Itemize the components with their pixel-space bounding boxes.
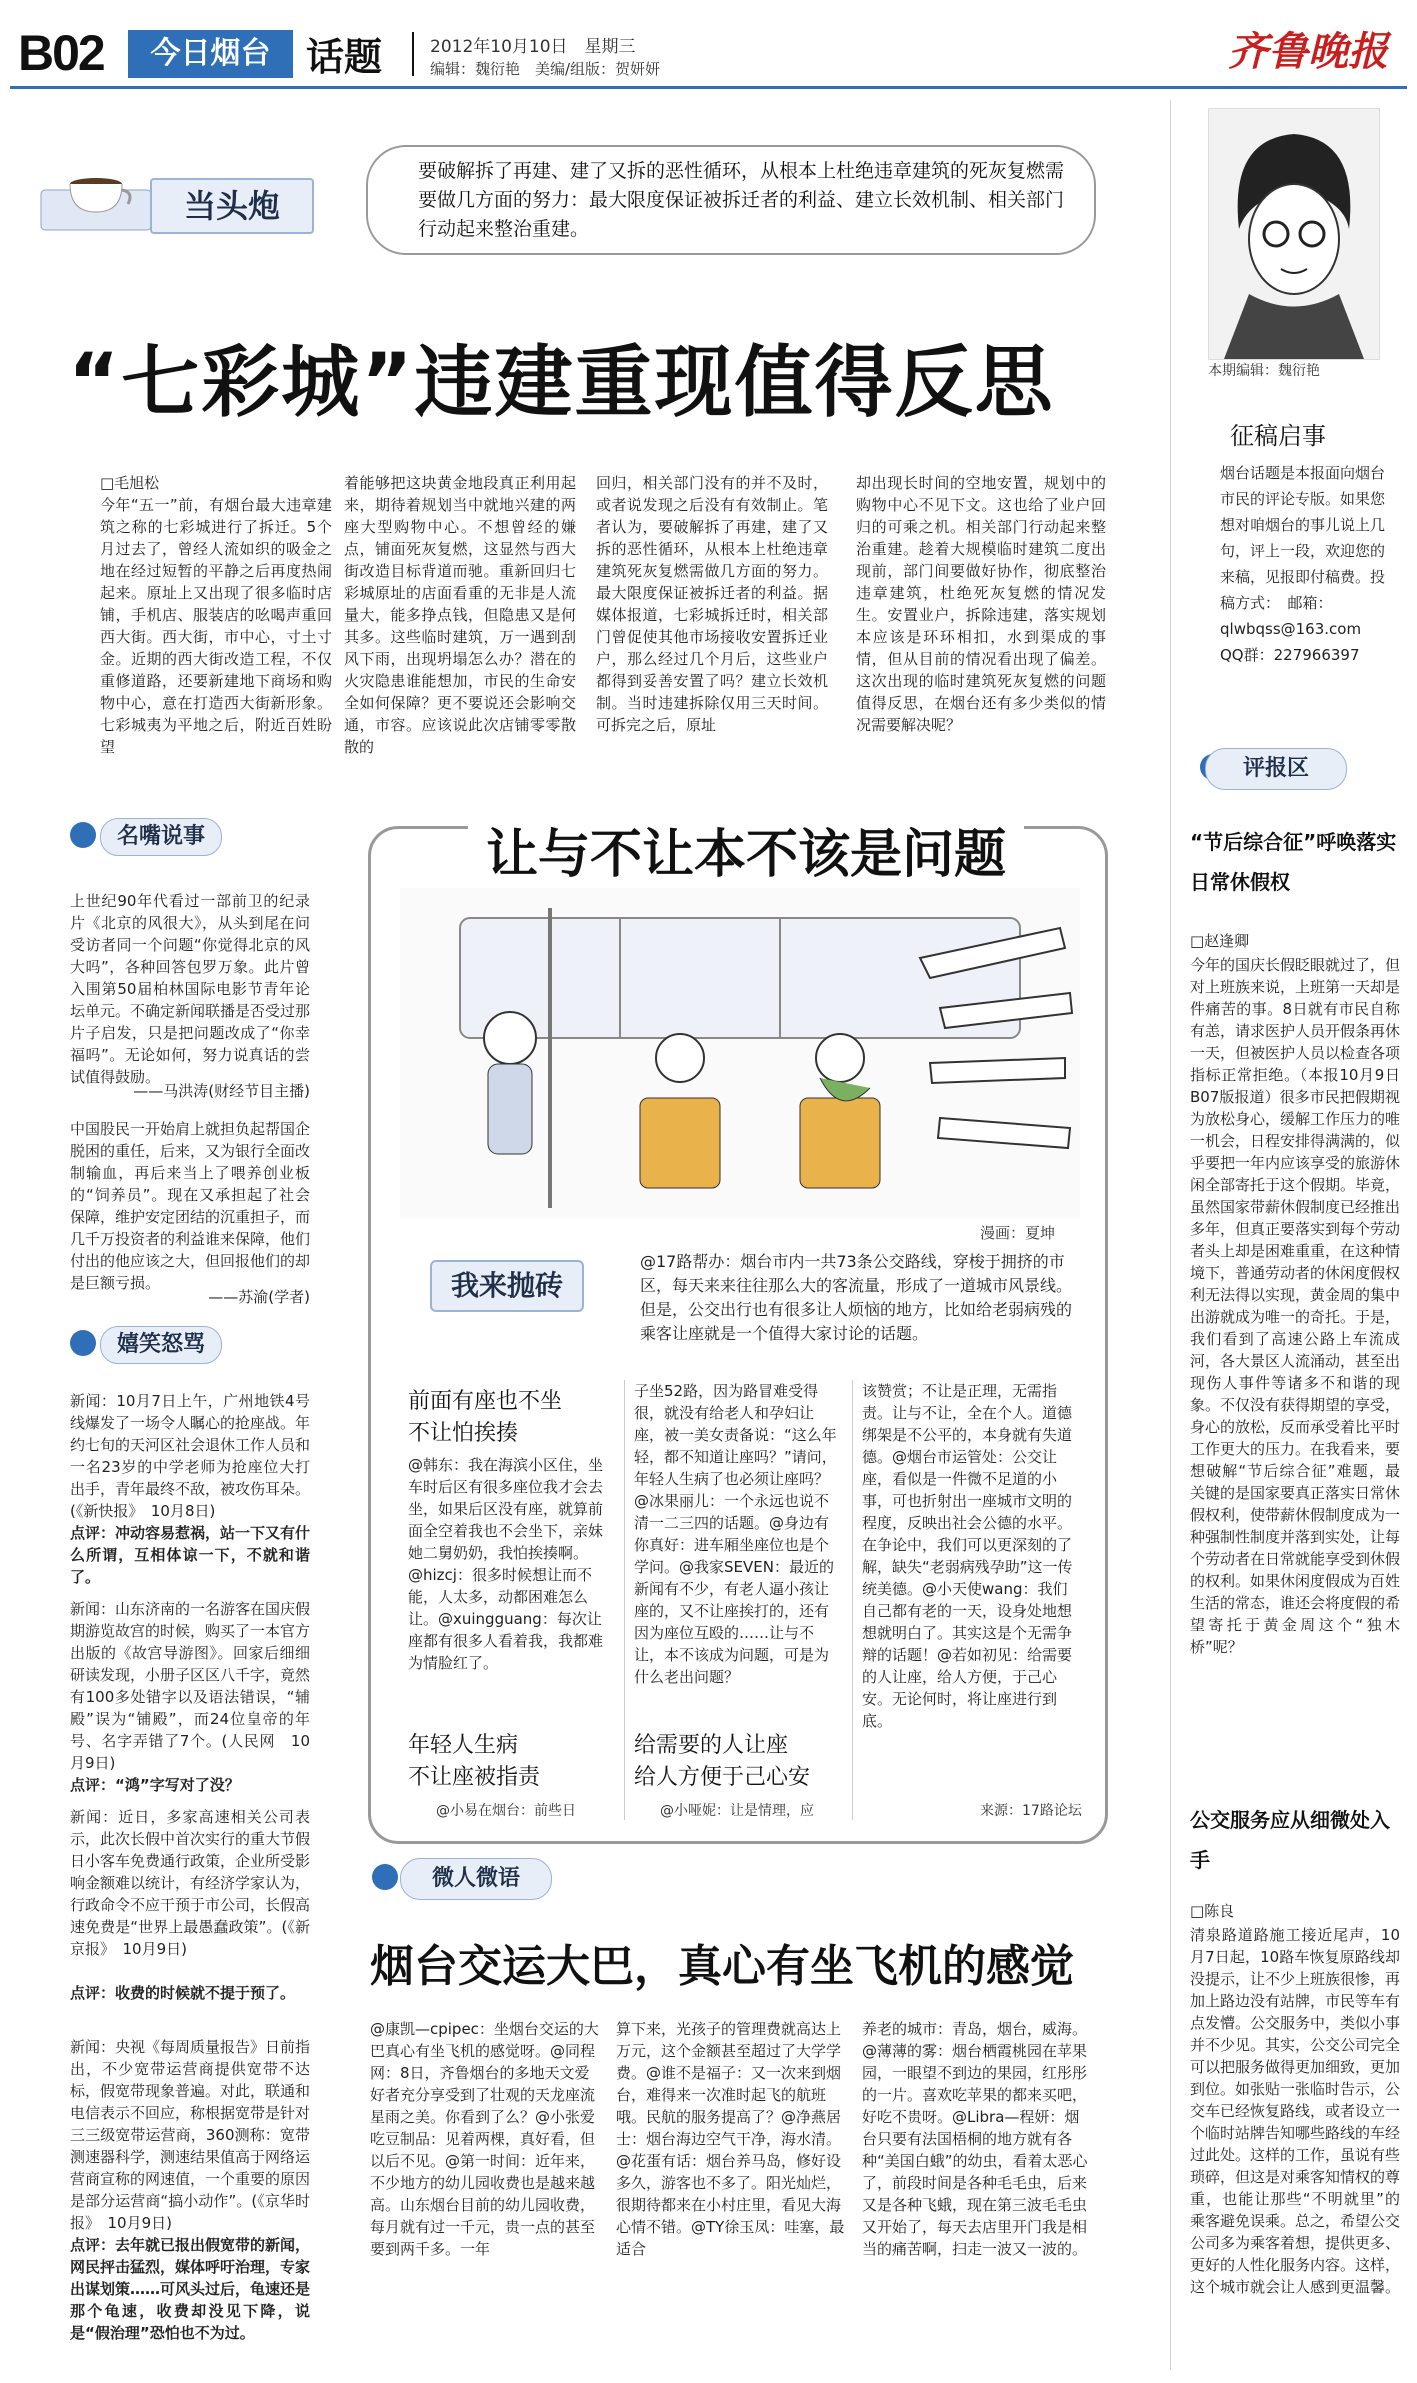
mingzui-quote-1: 上世纪90年代看过一部前卫的纪录片《北京的风很大》，从头到尾在问受访者同一个问题“你觉得北京的风大吗”，各种回答包罗万象。此片曾入围第50届柏林国际电影节青年论坛单元。不确定新闻联播是否受过那片子启发，只是把问题改成了“你幸福吗”。无论如何，努力说真话的尝试值得鼓励。 bbox=[70, 892, 311, 1086]
news-comment-1: 点评：冲动容易惹祸，站一下又有什么所谓，互相体谅一下，不就和谐了。 bbox=[70, 1524, 311, 1586]
coffee-cup-icon bbox=[36, 150, 156, 240]
debate-title: 让与不让本不该是问题 bbox=[468, 812, 1024, 887]
subhead-1b: 不让怕挨揍 bbox=[408, 1421, 519, 1446]
news-comment-2: 点评：“鸿”字写对了没？ bbox=[70, 1776, 240, 1794]
debate-intro: @17路帮办：烟台市内一共73条公交路线，穿梭于拥挤的市区，每天来来往往那么大的客流量，形成了一道城市风景线。但是，公交出行也有很多让人烦恼的地方，比如给老弱病残的乘客让座就是一个值得大家讨论的话题。 bbox=[640, 1252, 1073, 1343]
review-badge: 评报区 bbox=[1205, 748, 1347, 790]
news-comment-4: 点评：去年就已报出假宽带的新闻，网民抨击猛烈，媒体呼吁治理，专家出谋划策……可风头过后，龟速还是那个龟速，收费却没见下降，说是“假治理”恐怕也不为过。 bbox=[70, 2236, 311, 2342]
column-divider bbox=[852, 1380, 853, 1820]
lead-summary: 要破解拆了再建、建了又拆的恶性循环，从根本上杜绝违章建筑的死灰复燃需要做几方面的努力：最大限度保证被拆迁者的利益、建立长效机制、相关部门行动起来整治重建。 bbox=[366, 145, 1096, 255]
review-byline: □赵逢卿 bbox=[1190, 932, 1250, 950]
call-for-papers-title: 征稿启事 bbox=[1230, 422, 1326, 450]
news-item-3: 新闻：近日，多家高速相关公司表示，此次长假中首次实行的重大节假日小客车免费通行政策，企业所受影响金额难以统计，有经济学家认为，行政命令不应干预于市公司，长假高速免费是“世界上最愚蠢政策”。(《新京报》 10月9日) bbox=[70, 1808, 311, 1958]
column-divider bbox=[624, 1380, 625, 1820]
mingzui-signature-2: ——苏渝(学者) bbox=[208, 1288, 310, 1306]
weibo-column-3: 养老的城市：青岛，烟台，威海。@薄薄的雾：烟台栖霞桃园在苹果园，一眼望不到边的果园，红彤彤的一片。喜欢吃苹果的都来买吧，好吃不贵呀。@Libra—程妍：烟台只要有法国梧桐的地方就有各种“美国白蛾”的幼虫，看着太恶心了，前段时间是各种毛毛虫，后来又是各种飞蛾，现在第三波毛毛虫又开始了，每天去店里开门我是相当的痛苦啊，扫走一波又一波的。 bbox=[862, 2020, 1088, 2258]
subhead-2: 年轻人生病 bbox=[408, 1733, 519, 1758]
call-for-papers-body: 烟台话题是本报面向烟台市民的评论专版。如果您想对咱烟台的事儿说上几句，评上一段，欢迎您的来稿，见报即付稿费。投稿方式： 邮箱：qlwbqss@163.com QQ群：227966397 bbox=[1220, 464, 1386, 664]
portrait-caption: 本期编辑：魏衍艳 bbox=[1208, 363, 1320, 379]
lead-column-badge: 当头炮 bbox=[150, 178, 314, 234]
newspaper-masthead: 齐鲁晚报 bbox=[1228, 28, 1388, 75]
issue-date: 2012年10月10日 星期三 bbox=[430, 37, 636, 57]
bus-service-body: 清泉路道路施工接近尾声，10月7日起，10路车恢复原路线却没提示，让不少上班族很惨，再加上路边没有站牌，市民等车有点发懵。公交服务中，类似小事并不少见。其实，公交公司完全可以把服务做得更加细致，更加到位。如张贴一张临时告示，公交车已经恢复路线，或者设立一个临时站牌告知哪些路线的车经过此处。这样的工作，虽说有些琐碎，但这是对乘客知情权的尊重，也能让那些“不明就里”的乘客避免误乘。总之，希望公交公司多为乘客着想，提供更多、更好的人性化服务内容。这样，这个城市就会让人感到更温馨。 bbox=[1190, 1926, 1401, 2296]
weibo-badge: 微人微语 bbox=[400, 1858, 552, 1900]
bus-seat-cartoon bbox=[400, 888, 1080, 1218]
review-body: 今年的国庆长假眨眼就过了，但对上班族来说，上班第一天却是件痛苦的事。8日就有市民自称有恙，请求医护人员开假条再休一天，但被医护人员以检查各项指标正常拒绝。（本报10月9日B07版报道）很多市民把假期视为放松身心，缓解工作压力的唯一机会，日程安排得满满的，似乎要把一年内应该享受的旅游休闲全部寄托于这个假期。毕竟，虽然国家带薪休假制度已经推出多年，但真正要落实到每个劳动者头上却是困难重重，在这种情境下，普通劳动者的休闲度假权利无法得以实现，黄金周的集中出游就成为唯一的奇托。于是，我们看到了高速公路上车流成河，各大景区人流涌动，甚至出现伤人事件等诸多不和谐的现象。不仅没有获得期望的享受，身心的放松，反而承受着比平时工作更大的压力。在我看来，要想破解“节后综合征”难题，最关键的是国家要真正落实日常休假权利，使带薪休假制度成为一种强制性制度并落到实处，让每个劳动者在日常就能享受到休假的权利。如果休闲度假成为百姓生活的常态，谁还会将度假的希望寄托于黄金周这个“独木桥”呢？ bbox=[1190, 956, 1401, 1656]
news-item-1: 新闻：10月7日上午，广州地铁4号线爆发了一场令人瞩心的抢座战。年约七旬的天河区社会退休工作人员和一名23岁的中学老师为抢座位大打出手，青年最终不敌，被攻伤耳朵。(《新快报》 10月8日) bbox=[70, 1392, 311, 1520]
news-comment-3: 点评：收费的时候就不提于预了。 bbox=[70, 1984, 296, 2002]
pen-icon bbox=[70, 1330, 96, 1356]
news-item-2: 新闻：山东济南的一名游客在国庆假期游览故宫的时候，购买了一本官方出版的《故宫导游图》。回家后细细研读发现，小册子区区八千字，竟然有100多处错字以及语法错误，“辅殿”误为“铺殿”，而24位皇帝的年号、名字弄错了7个。(人民网 10月9日) bbox=[70, 1600, 311, 1772]
subhead-1: 前面有座也不坐 bbox=[408, 1389, 563, 1414]
lead-byline: □毛旭松 bbox=[100, 474, 160, 492]
lead-headline: “七彩城”违建重现值得反思 bbox=[68, 338, 1055, 428]
subhead-3b: 给人方便于己心安 bbox=[634, 1765, 811, 1790]
bus-service-headline: 公交服务应从细微处入手 bbox=[1190, 1808, 1390, 1872]
page-number: B02 bbox=[18, 25, 104, 81]
pen-icon bbox=[372, 1864, 398, 1890]
subhead-2b: 不让座被指责 bbox=[408, 1765, 541, 1790]
debate-column-1: @韩东：我在海滨小区住，坐车时后区有很多座位我才会去坐，如果后区没有座，就算前面全空着我也不会坐下，亲妹她二舅奶奶，我怕挨揍啊。@hizcj：很多时候想让而不能，人太多，动都困难怎么让。@xuingguang：每次让座都有很多人看着我，我都难为情脸红了。 bbox=[408, 1456, 604, 1672]
cartoon-caption: 漫画：夏坤 bbox=[980, 1224, 1056, 1242]
header-rule bbox=[10, 86, 1407, 89]
review-headline: “节后综合征”呼唤落实日常休假权 bbox=[1190, 830, 1397, 894]
editor-portrait bbox=[1208, 108, 1380, 360]
mingzui-signature-1: ——马洪涛(财经节目主播) bbox=[133, 1082, 310, 1100]
header-divider bbox=[412, 32, 414, 76]
weibo-column-1: @康凯—cpipec：坐烟台交运的大巴真心有坐飞机的感觉呀。@同程网：8日，齐鲁烟台的多地天文爱好者充分享受到了壮观的天龙座流星雨之美。你看到了么？@小张爱吃豆制品：见着两棵，真好看，但以后不见。@第一时间：近年来，不少地方的幼儿园收费也是越来越高。山东烟台目前的幼儿园收费，每月就有过一千元，贵一点的甚至要到两千多。一年 bbox=[370, 2020, 599, 2258]
lead-column-1: 今年“五一”前，有烟台最大违章建筑之称的七彩城进行了拆迁。5个月过去了，曾经人流如织的吸金之地在经过短暂的平静之后再度热闹起来。原址上又出现了很多临时店铺，手机店、服装店的吆喝声重回西大街。西大街，市中心，寸土寸金。近期的西大街改造工程，不仅重修道路，还要新建地下商场和购物中心，意在打造西大街新形象。七彩城夷为平地之后，附近百姓盼望 bbox=[100, 496, 332, 756]
weibo-headline: 烟台交运大巴，真心有坐飞机的感觉 bbox=[370, 1941, 1074, 1992]
section-topic: 话题 bbox=[306, 35, 383, 79]
xixiao-badge: 嬉笑怒骂 bbox=[100, 1326, 222, 1364]
news-item-4: 新闻：央视《每周质量报告》日前指出，不少宽带运营商提供宽带不达标，假宽带现象普遍。对此，联通和电信表示不回应，称根据宽带是针对三三级宽带运营商，360测称：宽带测速器科学，测速结果值高于网络运营商宣称的网速值，一个重要的原因是部分运营商“搞小动作”。(《京华时报》 10月9日) bbox=[70, 2038, 311, 2232]
mingzui-badge: 名嘴说事 bbox=[100, 818, 222, 856]
lead-column-4: 却出现长时间的空地安置，规划中的购物中心不见下文。这也给了业户回归的可乘之机。相关部门行动起来整治重建。趁着大规模临时建筑二度出现前，部门间要做好协作，彻底整治违章建筑，杜绝死灰复燃的情况发生。安置业户，拆除违建，落实规划本应该是环环相扣，水到渠成的事情，但从目前的情况看出现了偏差。这次出现的临时建筑死灰复燃的问题值得反思，在烟台还有多少类似的情况需要解决呢？ bbox=[856, 474, 1106, 734]
column-2-tail: @小哑妮：让是情理，应 bbox=[660, 1803, 814, 1819]
brick-badge: 我来抛砖 bbox=[430, 1260, 584, 1312]
subhead-3: 给需要的人让座 bbox=[634, 1733, 789, 1758]
weibo-column-2: 算下来，光孩子的管理费就高达上万元，这个金额甚至超过了大学学费。@谁不是福子：又一次来到烟台，难得来一次准时起飞的航班哦。民航的服务提高了？@净燕居士：烟台海边空气干净，海水清。@花蛋有话：烟台养马岛，修好设多久，游客也不多了。阳光灿烂，很期待都来在小村庄里，看见大海心情不错。@TY徐玉凤：哇塞，最适合 bbox=[616, 2020, 845, 2258]
right-column-rule bbox=[1170, 100, 1171, 2370]
lead-column-3: 回归，相关部门没有的并不及时，或者说发现之后没有有效制止。笔者认为，要破解拆了再建，建了又拆的恶性循环，从根本上杜绝违章建筑死灰复燃需做几方面的努力。最大限度保证被拆迁者的利益。据媒体报道，七彩城拆迁时，相关部门曾促使其他市场接收安置拆迁业户，那么经过几个月后，这些业户都得到妥善安置了吗？建立长效机制。当时违建拆除仅用三天时间。可拆完之后，原址 bbox=[596, 474, 828, 734]
debate-column-2: 子坐52路，因为路冒难受得很，就没有给老人和孕妇让座，被一美女责备说：“这么年轻，都不知道让座吗？”请问，年轻人生病了也必须让座吗？@冰果丽儿：一个永远也说不清一二三四的话题。@身边有你真好：进车厢坐座位也是个学问。@我家SEVEN：最近的新闻有不少，有老人逼小孩让座的，又不让座挨打的，还有因为座位互殴的……让与不让，本不该成为问题，可是为什么老出问题？ bbox=[634, 1382, 837, 1686]
editor-credit: 编辑：魏衍艳 美编/组版：贺妍妍 bbox=[430, 60, 661, 78]
bus-service-byline: □陈良 bbox=[1190, 1902, 1235, 1920]
debate-column-3: 该赞赏；不让是正理，无需指责。让与不让，全在个人。道德绑架是不公平的，本身就有失道德。@烟台市运管处：公交让座，看似是一件微不足道的小事，可也折射出一座城市文明的程度，反映出社会公德的水平。在争论中，我们可以更深刻的了解，缺失“老弱病残孕助”这一传统美德。@小天使wang：我们自己都有老的一天，设身处地想想就明白了。其实这是个无需争辩的话题！@若如初见：给需要的人让座，给人方便，于己心安。无论何时，将让座进行到底。 bbox=[862, 1382, 1073, 1730]
column-1-tail: @小易在烟台：前些日 bbox=[436, 1803, 576, 1819]
mingzui-quote-2: 中国股民一开始肩上就担负起帮国企脱困的重任，后来，又为银行全面改制输血，再后来当上了喂养创业板的“饲养员”。现在又承担起了社会保障，维护安定团结的沉重担子，而几千万投资者的利益谁来保障，他们付出的他应该之大，但回报他们的却是巨额亏损。 bbox=[70, 1120, 311, 1292]
lead-column-2: 着能够把这块黄金地段真正利用起来，期待着规划当中就地兴建的两座大型购物中心。不想曾经的嫌点，铺面死灰复燃，这显然与西大街改造目标背道而驰。重新回归七彩城原址的店面看重的无非是人流量大，能多挣点钱，但隐患又是何其多。这些临时建筑，万一遇到刮风下雨，出现坍塌怎么办？潜在的火灾隐患谁能想加，市民的生命安全如何保障？更不要说还会影响交通，市容。应该说此次店铺零零散散的 bbox=[344, 474, 576, 756]
debate-source: 来源：17路论坛 bbox=[980, 1803, 1082, 1819]
section-tab: 今日烟台 bbox=[128, 30, 293, 78]
pen-icon bbox=[70, 822, 96, 848]
